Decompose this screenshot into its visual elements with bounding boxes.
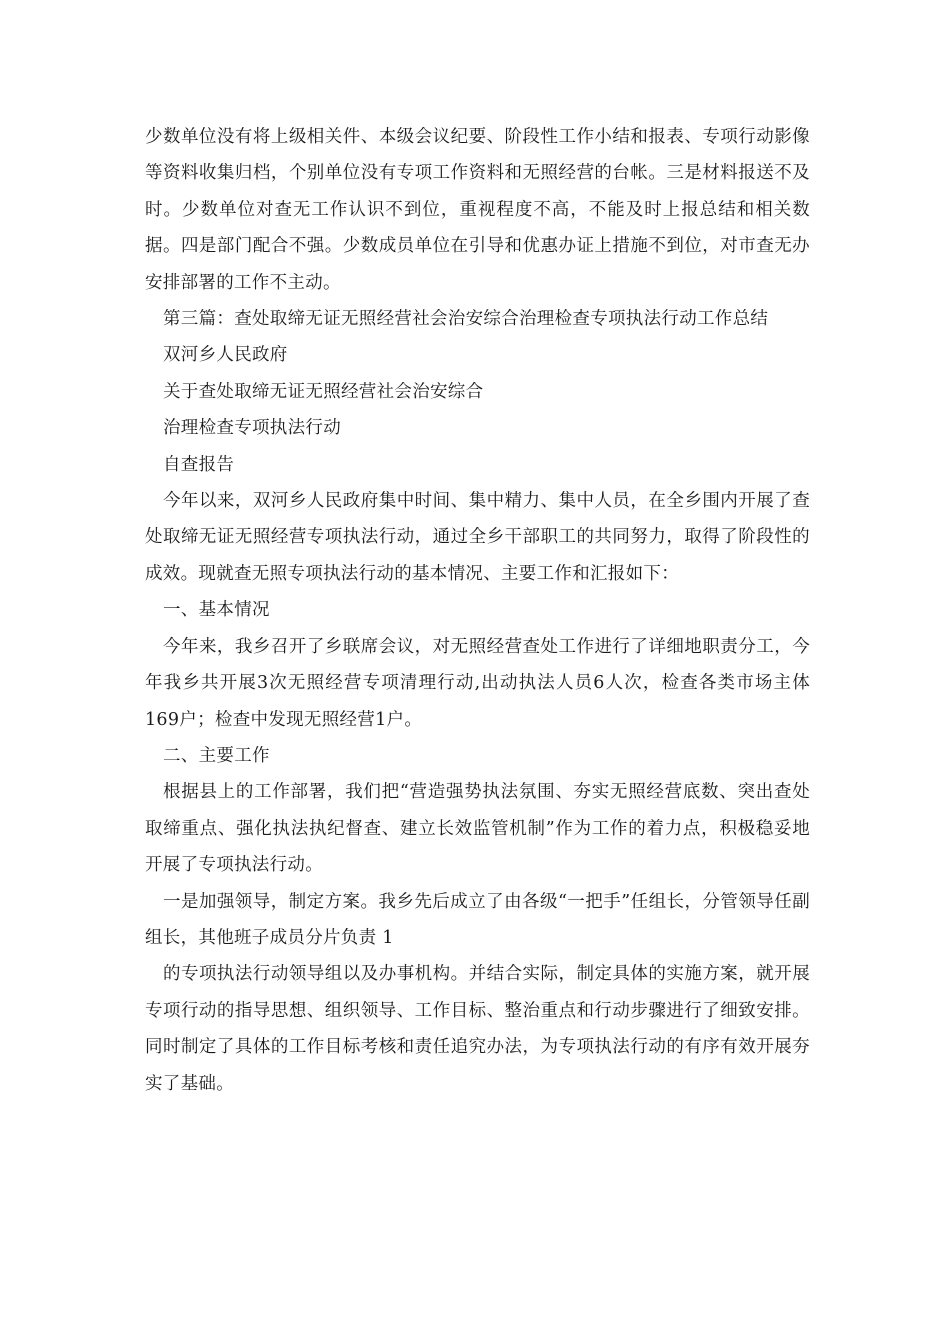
paragraph-leadership: 一是加强领导，制定方案。我乡先后成立了由各级“一把手”任组长，分管领导任副组长，其他班子成员分片负责 1 — [145, 891, 810, 948]
report-title-line-2: 治理检查专项执法行动 — [163, 418, 341, 439]
paragraph-leadership-continued: 的专项执法行动领导组以及办事机构。并结合实际，制定具体的实施方案，就开展专项行动的指导思想、组织领导、工作目标、整治重点和行动步骤进行了细致安排。同时制定了具体的工作目标考核和责任追究办法，为专项执法行动的有序有效开展夯实了基础。 — [145, 964, 810, 1094]
section-title-part-three: 第三篇：查处取缔无证无照经营社会治安综合治理检查专项执法行动工作总结 — [163, 309, 769, 330]
heading-basic-situation: 一、基本情况 — [163, 600, 270, 621]
heading-main-work: 二、主要工作 — [163, 745, 270, 766]
report-issuer: 双河乡人民政府 — [163, 345, 288, 366]
paragraph-main-work: 根据县上的工作部署，我们把“营造强势执法氛围、夯实无照经营底数、突出查处取缔重点、强化执法执纪督查、建立长效监管机制”作为工作的着力点，积极稳妥地开展了专项执法行动。 — [145, 782, 810, 876]
document-body — [145, 119, 810, 1102]
paragraph-problems-continued: 少数单位没有将上级相关件、本级会议纪要、阶段性工作小结和报表、专项行动影像等资料收集归档，个别单位没有专项工作资料和无照经营的台帐。三是材料报送不及时。少数单位对查无工作认识不到位，重视程度不高，不能及时上报总结和相关数据。四是部门配合不强。少数成员单位在引导和优惠办证上措施不到位，对市查无办安排部署的工作不主动。 — [145, 127, 810, 293]
report-title-line-3: 自查报告 — [163, 454, 235, 475]
paragraph-basic-situation: 今年来，我乡召开了乡联席会议，对无照经营查处工作进行了详细地职责分工，今年我乡共开展3次无照经营专项清理行动,出动执法人员6人次，检查各类市场主体169户；检查中发现无照经营1户。 — [145, 636, 810, 730]
report-title-line-1: 关于查处取缔无证无照经营社会治安综合 — [163, 381, 484, 402]
paragraph-introduction: 今年以来，双河乡人民政府集中时间、集中精力、集中人员，在全乡围内开展了查处取缔无证无照经营专项执法行动，通过全乡干部职工的共同努力，取得了阶段性的成效。现就查无照专项执法行动的基本情况、主要工作和汇报如下： — [145, 491, 810, 584]
